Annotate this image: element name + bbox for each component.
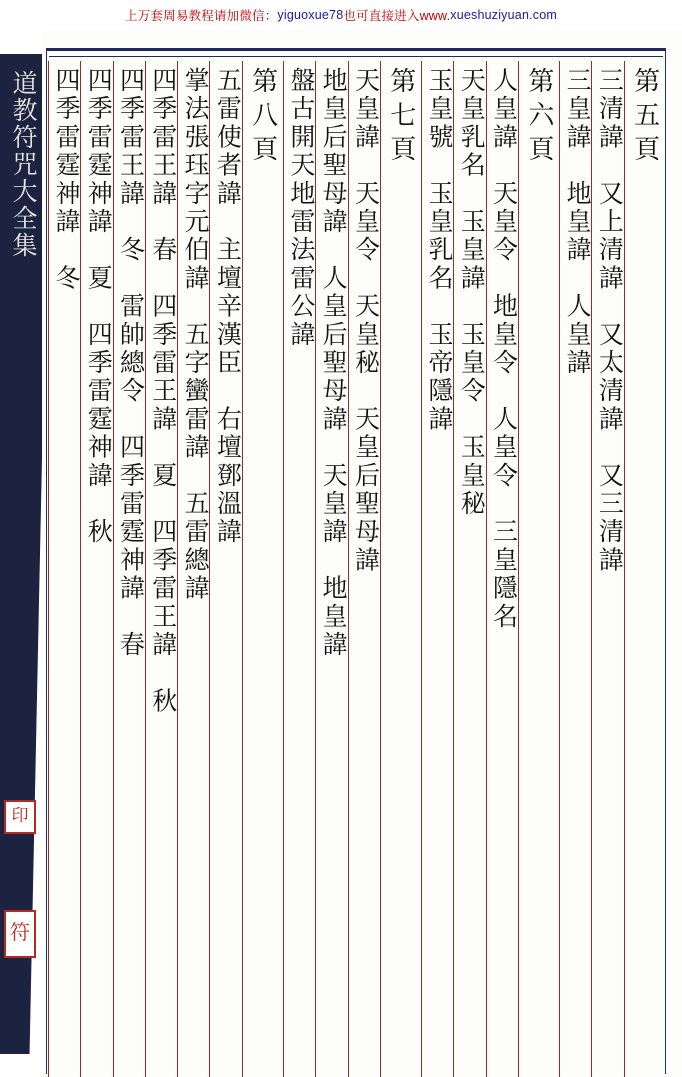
page-number-text: 第八頁 bbox=[248, 67, 278, 169]
banner-wechat-id: yiguoxue78 bbox=[277, 8, 344, 22]
index-entry-column bbox=[348, 61, 380, 1077]
index-entry-column bbox=[283, 61, 315, 1077]
index-entry-column bbox=[113, 61, 145, 1077]
banner-site-url: xueshuziyuan.com bbox=[450, 8, 557, 22]
index-entry-column bbox=[80, 61, 112, 1077]
index-entry-text: 天皇乳名 玉皇諱 玉皇令 玉皇秘 bbox=[457, 67, 485, 519]
page-number-column bbox=[518, 61, 559, 1077]
index-entry-text: 三皇諱 地皇諱 人皇諱 bbox=[563, 67, 591, 378]
index-entry-column bbox=[421, 61, 453, 1077]
index-entry-column bbox=[315, 61, 347, 1077]
page-number-text: 第六頁 bbox=[524, 67, 554, 169]
page-number-column bbox=[242, 61, 283, 1077]
page-number-column bbox=[380, 61, 421, 1077]
spine-title: 道教符咒大全集 bbox=[9, 70, 36, 259]
seal-stamp-bottom: 符 bbox=[4, 910, 36, 958]
index-entry-column bbox=[177, 61, 209, 1077]
index-entry-text: 三清諱 又上清諱 又太清諱 又三清諱 bbox=[595, 67, 623, 575]
page-number-column bbox=[624, 61, 665, 1077]
index-entry-text: 天皇諱 天皇令 天皇秘 天皇后聖母諱 bbox=[351, 67, 379, 575]
index-entry-text: 人皇諱 天皇令 地皇令 人皇令 三皇隱名 bbox=[489, 67, 517, 631]
promo-banner bbox=[0, 0, 682, 30]
page-number-text: 第七頁 bbox=[386, 67, 416, 169]
index-entry-text: 盤古開天地雷法雷公諱 bbox=[286, 67, 314, 349]
page-number-text: 第五頁 bbox=[630, 67, 660, 169]
index-entry-column bbox=[486, 61, 518, 1077]
index-entry-text: 玉皇號 玉皇乳名 玉帝隱諱 bbox=[424, 67, 452, 434]
banner-text-prefix: 上万套周易教程请加微信： bbox=[125, 9, 278, 23]
index-entry-column bbox=[591, 61, 623, 1077]
index-entry-text: 四季雷霆神諱 夏 四季雷霆神諱 秋 bbox=[84, 67, 112, 547]
index-entry-column bbox=[453, 61, 485, 1077]
text-columns bbox=[47, 61, 665, 1074]
seal-stamp-top: 印 bbox=[4, 800, 36, 834]
index-entry-text: 四季雷霆神諱 冬 bbox=[51, 67, 79, 293]
page-frame bbox=[46, 48, 666, 1074]
index-entry-column bbox=[145, 61, 177, 1077]
highlighted-character: 母 bbox=[319, 179, 347, 209]
index-entry-column bbox=[559, 61, 591, 1077]
index-entry-text: 四季雷王諱 春 四季雷王諱 夏 四季雷王諱 秋 bbox=[148, 67, 176, 716]
index-entry-text: 地皇后聖母諱 人皇后聖母諱 天皇諱 地皇諱 bbox=[319, 67, 347, 660]
banner-text-middle: 也可直接进入www. bbox=[343, 9, 451, 23]
index-entry-column bbox=[209, 61, 241, 1077]
index-entry-text: 五雷使者諱 主壇辛漢臣 右壇鄧溫諱 bbox=[213, 67, 241, 547]
book-spine bbox=[0, 30, 42, 1077]
index-entry-text: 掌法張珏字元伯諱 五字蠻雷諱 五雷總諱 bbox=[181, 67, 209, 603]
index-entry-column bbox=[48, 61, 80, 1077]
index-entry-text: 四季雷王諱 冬 雷帥總令 四季雷霆神諱 春 bbox=[116, 67, 144, 660]
book-page bbox=[0, 30, 682, 1077]
